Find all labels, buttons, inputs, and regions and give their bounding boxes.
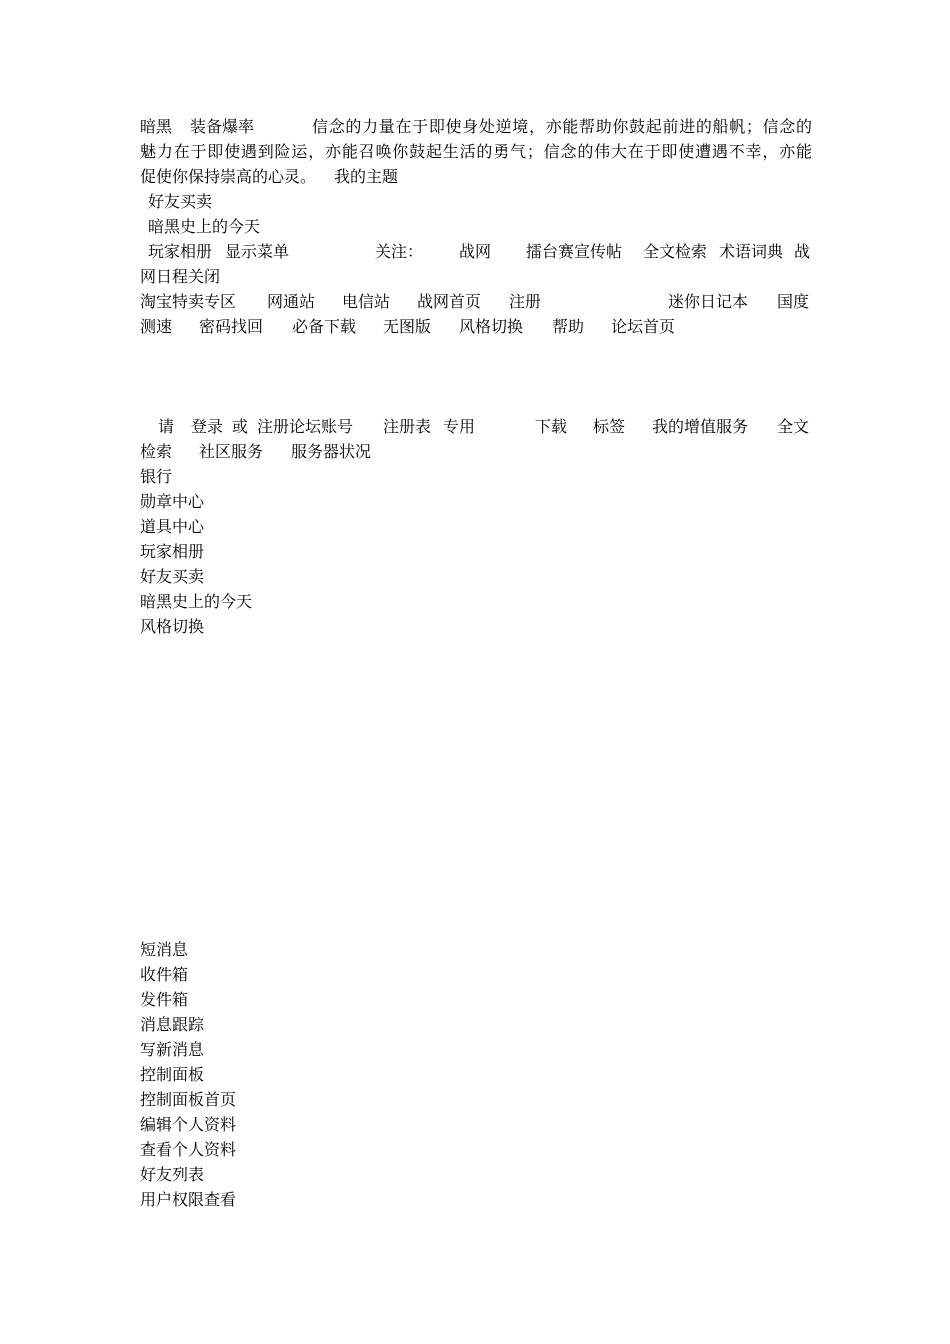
community-menu-item[interactable]: 风格切换 (140, 617, 205, 636)
forum-home-link[interactable]: 论坛首页 (611, 317, 676, 336)
community-menu-item[interactable]: 暗黑史上的今天 (140, 592, 253, 611)
fulltext-search-link-2[interactable]: 全文 (777, 417, 810, 436)
mini-diary-link[interactable]: 迷你日记本 (668, 292, 749, 311)
register-form-link[interactable]: 注册表 (383, 417, 432, 436)
bnet-link[interactable]: 战网 (459, 242, 492, 261)
site-links-row-2 (140, 314, 812, 339)
glossary-link[interactable]: 术语词典 (719, 242, 784, 261)
community-services-link[interactable]: 社区服务 (199, 442, 264, 461)
control-menu-item[interactable]: 发件箱 (140, 990, 189, 1009)
downloads-link[interactable]: 必备下载 (292, 317, 357, 336)
no-image-link[interactable]: 无图版 (383, 317, 432, 336)
show-menu-link[interactable]: 显示菜单 (225, 242, 290, 261)
control-menu-item[interactable]: 消息跟踪 (140, 1015, 205, 1034)
control-menu-item[interactable]: 查看个人资料 (140, 1140, 237, 1159)
fulltext-search-link-2-cont[interactable]: 检索 (140, 442, 173, 461)
community-menu-item[interactable]: 玩家相册 (140, 542, 205, 561)
register-link[interactable]: 注册 (509, 292, 542, 311)
breadcrumb-diablo[interactable]: 暗黑 (140, 117, 173, 136)
motto-line-3: 促使你保持崇高的心灵。 (140, 167, 317, 186)
style-switch-link[interactable]: 风格切换 (459, 317, 524, 336)
theme-menu-item[interactable]: 暗黑史上的今天 (148, 217, 261, 236)
motto-line-2: 魅力在于即使遇到险运，亦能召唤你鼓起生活的勇气；信念的伟大在于即使遭遇不幸，亦能 (140, 142, 812, 161)
site-links-row-1 (140, 289, 812, 314)
login-bar-row-2 (140, 439, 812, 464)
login-link[interactable]: 登录 (191, 417, 224, 436)
breadcrumb-drop-rate[interactable]: 装备爆率 (190, 117, 255, 136)
login-bar (140, 414, 812, 439)
control-menu-item[interactable]: 控制面板首页 (140, 1090, 237, 1109)
control-menu-item[interactable]: 短消息 (140, 940, 189, 959)
value-added-services-link[interactable]: 我的增值服务 (652, 417, 749, 436)
server-status-link[interactable]: 服务器状况 (291, 442, 372, 461)
community-menu-item[interactable]: 银行 (140, 467, 173, 486)
telecom-site-link[interactable]: 电信站 (342, 292, 391, 311)
community-menu (140, 464, 252, 639)
control-menu-item[interactable]: 收件箱 (140, 965, 189, 984)
control-menu-item[interactable]: 编辑个人资料 (140, 1115, 237, 1134)
login-prompt: 请 (158, 417, 175, 436)
speed-test-link[interactable]: 国度 (777, 292, 810, 311)
control-panel-menu (140, 937, 236, 1212)
control-menu-item[interactable]: 好友列表 (140, 1165, 205, 1184)
theme-menu-item[interactable]: 好友买卖 (148, 192, 213, 211)
bnet-schedule-link-cont[interactable]: 网日程关闭 (140, 267, 221, 286)
top-links-row (140, 239, 812, 264)
taobao-link[interactable]: 淘宝特卖专区 (140, 292, 237, 311)
control-menu-item[interactable]: 控制面板 (140, 1065, 205, 1084)
album-link[interactable]: 玩家相册 (148, 242, 213, 261)
speed-test-link-cont[interactable]: 测速 (140, 317, 173, 336)
bnet-schedule-link[interactable]: 战 (794, 242, 811, 261)
community-menu-item[interactable]: 好友买卖 (140, 567, 205, 586)
dedicated-label: 专用 (443, 417, 476, 436)
help-link[interactable]: 帮助 (552, 317, 585, 336)
or-text: 或 (232, 417, 249, 436)
community-menu-item[interactable]: 勋章中心 (140, 492, 205, 511)
register-account-link[interactable]: 注册论坛账号 (257, 417, 354, 436)
password-recovery-link[interactable]: 密码找回 (199, 317, 264, 336)
motto-line-1: 信念的力量在于即使身处逆境，亦能帮助你鼓起前进的船帆；信念的 (312, 117, 812, 136)
community-menu-item[interactable]: 道具中心 (140, 517, 205, 536)
bnet-home-link[interactable]: 战网首页 (417, 292, 482, 311)
control-menu-item[interactable]: 写新消息 (140, 1040, 205, 1059)
arena-link[interactable]: 擂台赛宣传帖 (526, 242, 623, 261)
header-line-3 (140, 164, 812, 189)
fulltext-search-link[interactable]: 全文检索 (643, 242, 708, 261)
cnc-site-link[interactable]: 网通站 (267, 292, 316, 311)
my-theme-link[interactable]: 我的主题 (334, 167, 399, 186)
download-link[interactable]: 下载 (535, 417, 568, 436)
follow-label: 关注： (375, 242, 424, 261)
header-line-1 (140, 114, 812, 139)
tags-link[interactable]: 标签 (593, 417, 626, 436)
control-menu-item[interactable]: 用户权限查看 (140, 1190, 237, 1209)
